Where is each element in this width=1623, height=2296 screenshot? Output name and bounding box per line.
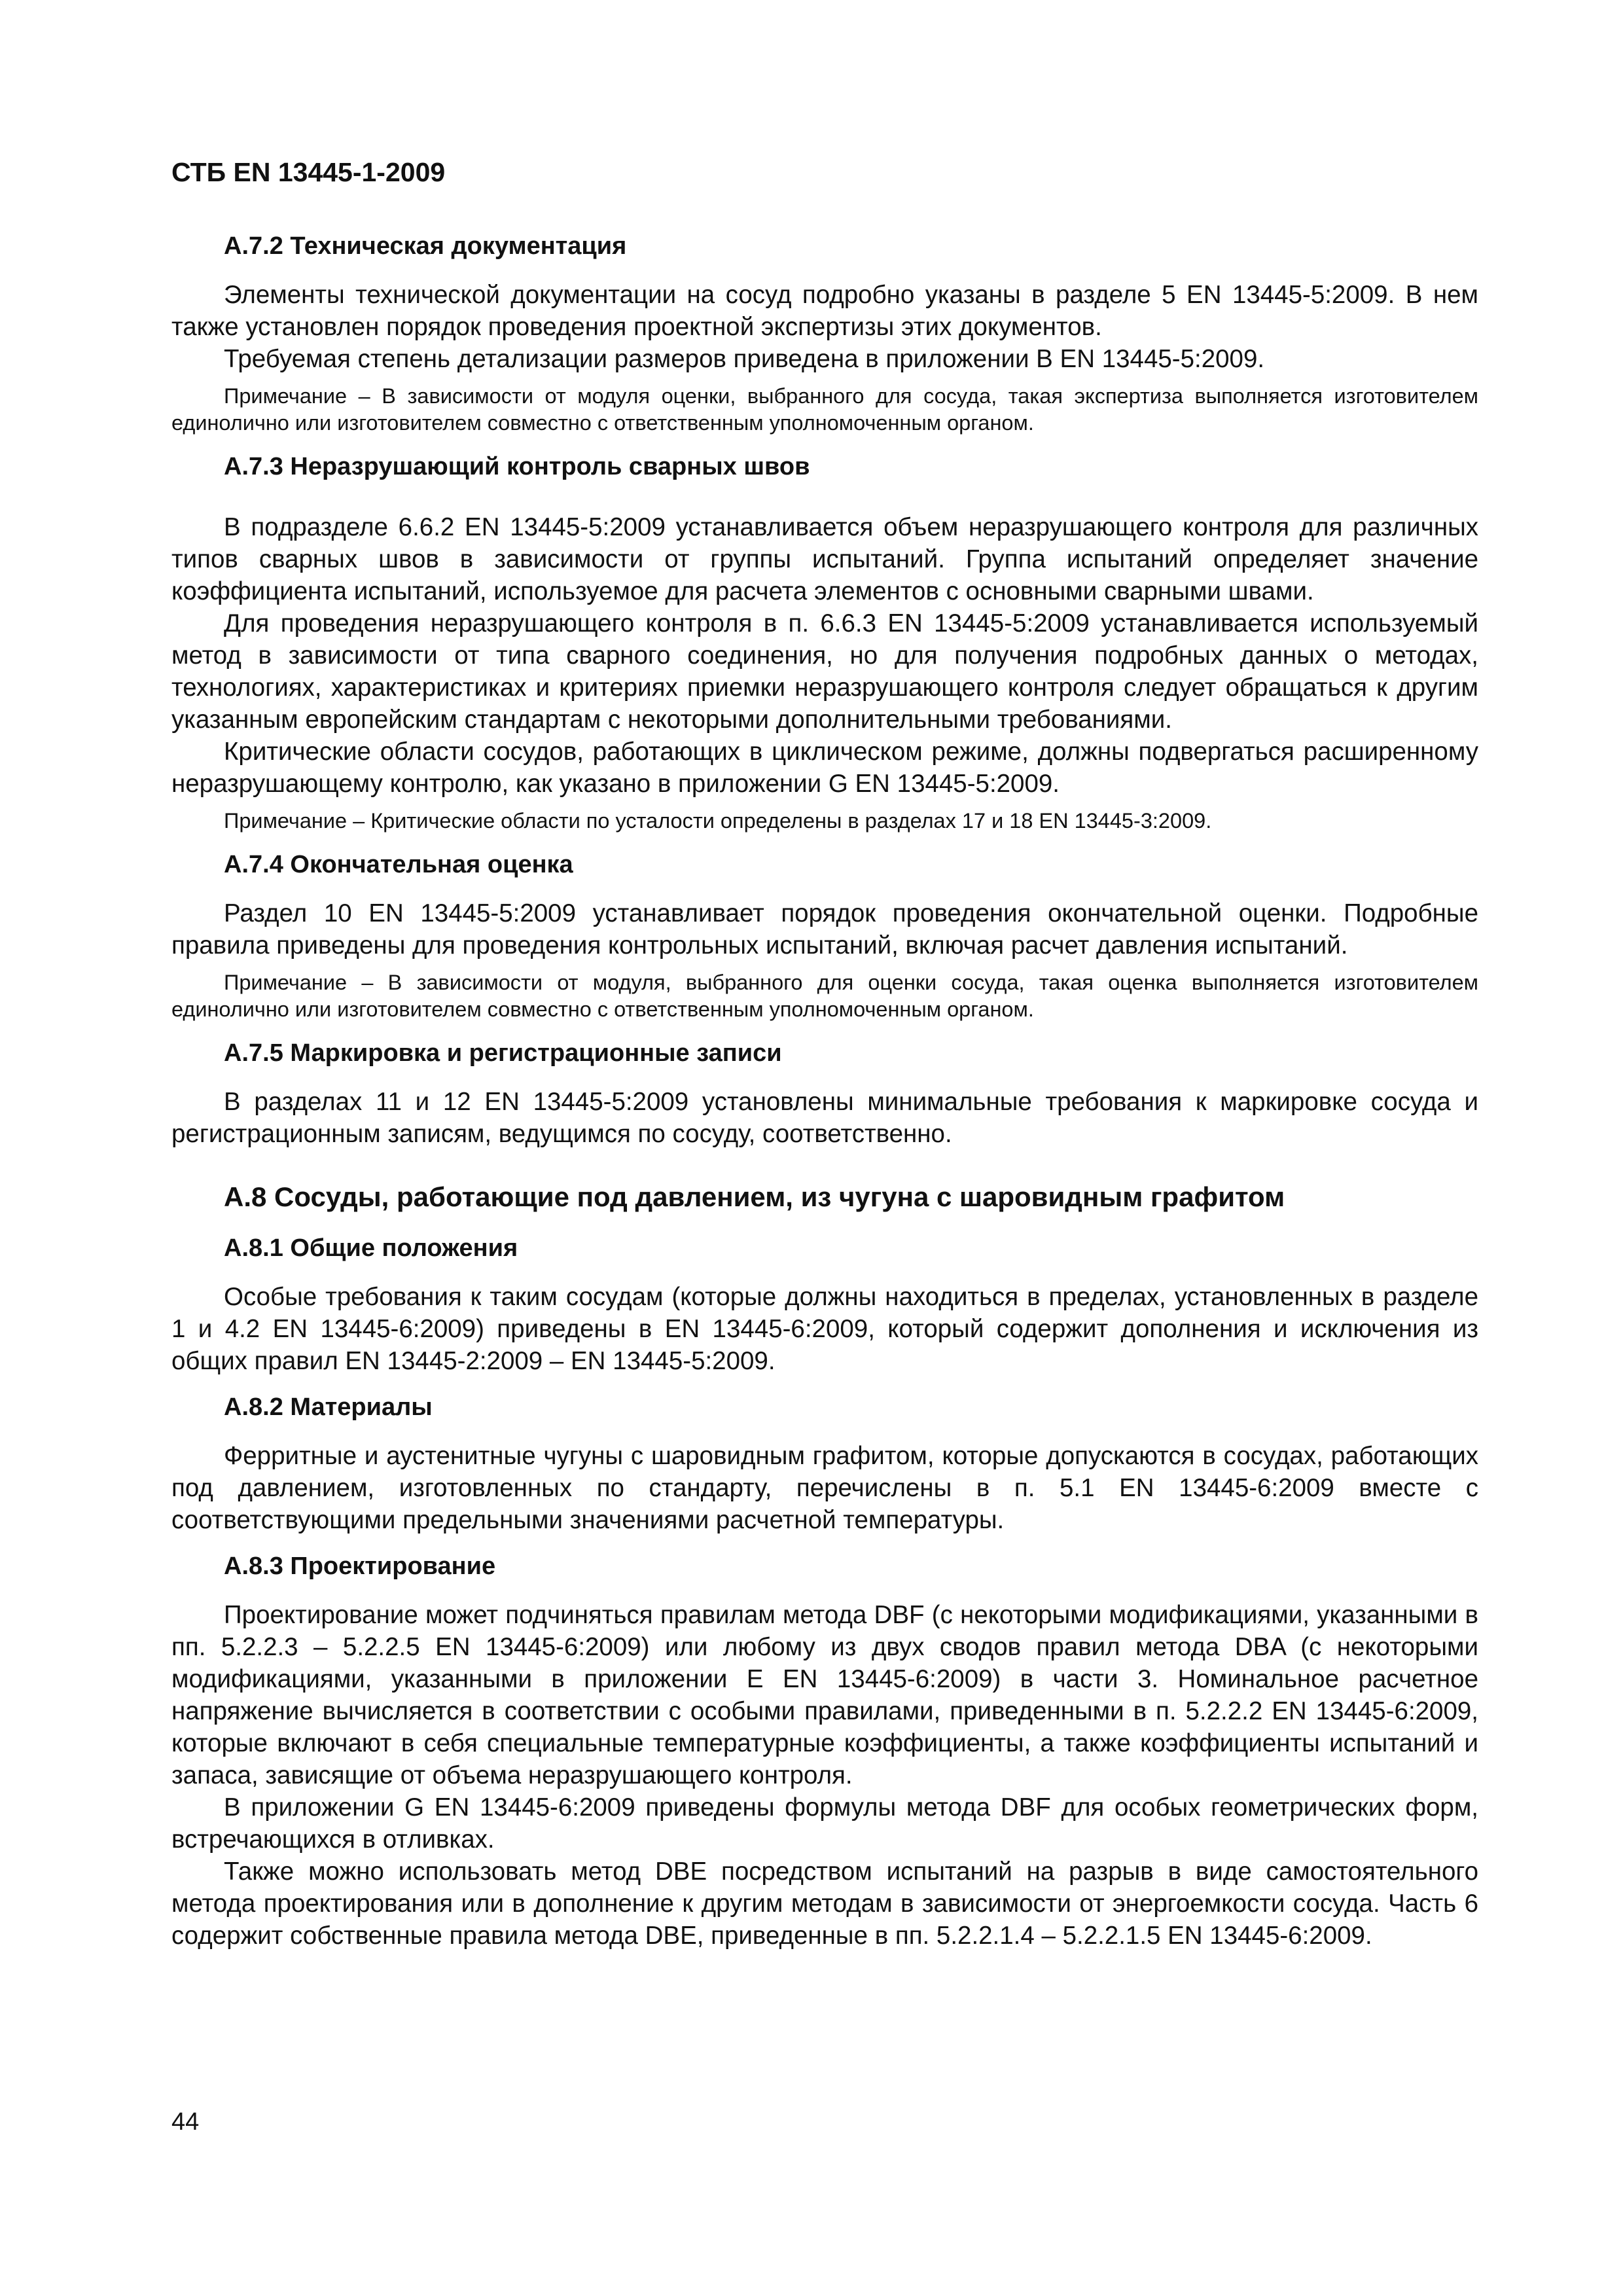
paragraph: Для проведения неразрушающего контроля в п. 6.6.3 EN 13445-5:2009 устанавливается используемый метод в зависимости от типа сварного соединения, но для получения подробных данных о методах, технологиях, характеристиках и критериях приемки неразрушающего контроля следует обращаться к другим указанным европейским стандартам с некоторыми дополнительными требованиями. [171, 609, 1478, 734]
paragraph: В разделах 11 и 12 EN 13445-5:2009 установлены минимальные требования к маркировке сосуда и регистрационным записям, ведущимся по сосуду, соответственно. [171, 1088, 1478, 1148]
section-heading-a8: А.8 Сосуды, работающие под давлением, из чугуна с шаровидным графитом [224, 1181, 1285, 1212]
section-heading-a83: А.8.3 Проектирование [224, 1552, 496, 1580]
note: Примечание – В зависимости от модуля оценки, выбранного для сосуда, такая экспертиза выполняется изготовителем единолично или изготовителем совместно с ответственным уполномоченным органом. [171, 384, 1478, 435]
paragraph: В подразделе 6.6.2 EN 13445-5:2009 устанавливается объем неразрушающего контроля для различных типов сварных швов в зависимости от группы испытаний. Группа испытаний определяет значение коэффициента испытаний, используемое для расчета элементов с основными сварными швами. [171, 513, 1478, 605]
section-heading-a75: А.7.5 Маркировка и регистрационные записи [224, 1039, 782, 1067]
paragraph: В приложении G EN 13445-6:2009 приведены формулы метода DBF для особых геометрических форм, встречающихся в отливках. [171, 1793, 1478, 1854]
document-body [171, 230, 1478, 1952]
paragraph: Проектирование может подчиняться правилам метода DBF (с некоторыми модификациями, указанными в пп. 5.2.2.3 – 5.2.2.5 EN 13445-6:2009) или любому из двух сводов правил метода DBA (с некоторыми модификациями, указанными в приложении E EN 13445-6:2009) в части 3. Номинальное расчетное напряжение вычисляется в соответствии с особыми правилами, приведенными в п. 5.2.2.2 EN 13445-6:2009, которые включают в себя специальные температурные коэффициенты, а также коэффициенты испытаний и запаса, зависящие от объема неразрушающего контроля. [171, 1601, 1478, 1789]
section-heading-a73: А.7.3 Неразрушающий контроль сварных швов [224, 453, 810, 480]
page-number: 44 [171, 2108, 200, 2136]
paragraph: Раздел 10 EN 13445-5:2009 устанавливает порядок проведения окончательной оценки. Подробные правила приведены для проведения контрольных испытаний, включая расчет давления испытаний. [171, 899, 1478, 960]
section-heading-a82: А.8.2 Материалы [224, 1393, 433, 1421]
paragraph: Ферритные и аустенитные чугуны с шаровидным графитом, которые допускаются в сосудах, работающих под давлением, изготовленных по стандарту, перечислены в п. 5.1 EN 13445-6:2009 вместе с соответствующими предельными значениями расчетной температуры. [171, 1442, 1478, 1534]
note: Примечание – В зависимости от модуля, выбранного для оценки сосуда, такая оценка выполняется изготовителем единолично или изготовителем совместно с ответственным уполномоченным органом. [171, 971, 1478, 1021]
paragraph: Также можно использовать метод DBE посредством испытаний на разрыв в виде самостоятельного метода проектирования или в дополнение к другим методам в зависимости от энергоемкости сосуда. Часть 6 содержит собственные правила метода DBE, приведенные в пп. 5.2.2.1.4 – 5.2.2.1.5 EN 13445-6:2009. [171, 1857, 1478, 1950]
section-heading-a72: А.7.2 Техническая документация [224, 232, 627, 260]
paragraph: Требуемая степень детализации размеров приведена в приложении B EN 13445-5:2009. [224, 345, 1265, 373]
note: Примечание – Критические области по усталости определены в разделах 17 и 18 EN 13445-3:2009. [224, 809, 1212, 833]
paragraph: Критические области сосудов, работающих в циклическом режиме, должны подвергаться расширенному неразрушающему контролю, как указано в приложении G EN 13445-5:2009. [171, 738, 1478, 798]
paragraph: Элементы технической документации на сосуд подробно указаны в разделе 5 EN 13445-5:2009. В нем также установлен порядок проведения проектной экспертизы этих документов. [171, 281, 1478, 341]
section-heading-a81: А.8.1 Общие положения [224, 1234, 518, 1262]
paragraph: Особые требования к таким сосудам (которые должны находиться в пределах, установленных в разделе 1 и 4.2 EN 13445-6:2009) приведены в EN 13445-6:2009, который содержит дополнения и исключения из общих правил EN 13445-2:2009 – EN 13445-5:2009. [171, 1283, 1478, 1375]
document-code: СТБ EN 13445-1-2009 [171, 157, 446, 187]
section-heading-a74: А.7.4 Окончательная оценка [224, 851, 573, 878]
